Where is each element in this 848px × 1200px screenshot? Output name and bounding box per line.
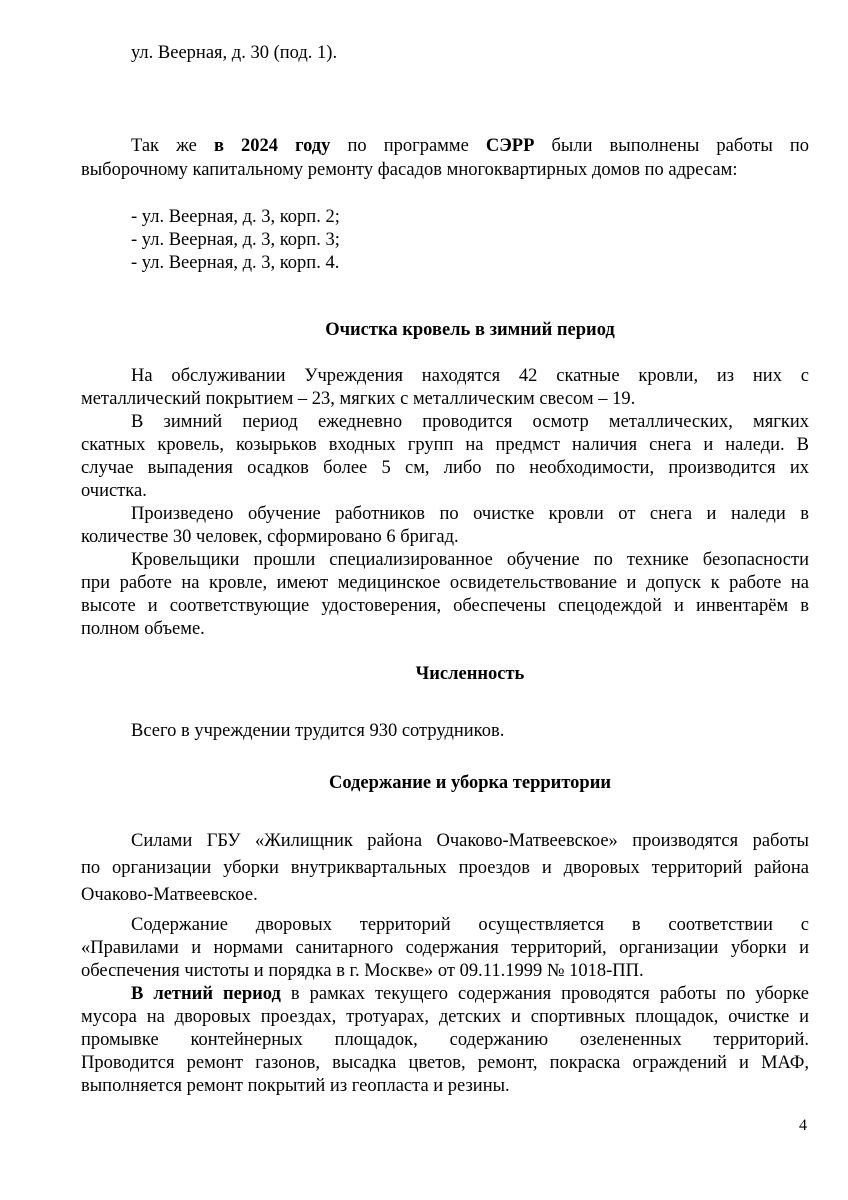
territory-p3-line-5: выполняется ремонт покрытий из геопласта и резины. bbox=[81, 1076, 510, 1096]
section-heading-territory: Содержание и уборка территории bbox=[328, 773, 612, 793]
address-list-item: - ул. Веерная, д. 3, корп. 2; bbox=[131, 207, 340, 227]
roofs-p3-line-1: Произведено обучение работников по очистке кровли от снега и наледи в bbox=[131, 504, 809, 524]
address-list-item: - ул. Веерная, д. 3, корп. 3; bbox=[131, 230, 340, 250]
roofs-p4-line-3: высоте и соответствующие удостоверения, обеспечены спецодеждой и инвентарём в bbox=[81, 596, 809, 616]
address-list-item: - ул. Веерная, д. 3, корп. 4. bbox=[131, 253, 340, 273]
roofs-p3-line-2: количестве 30 человек, сформировано 6 бригад. bbox=[81, 527, 459, 547]
section-heading-staff: Численность bbox=[415, 664, 525, 684]
staff-text: Всего в учреждении трудится 930 сотрудников. bbox=[131, 721, 505, 741]
territory-p2-line-2: «Правилами и нормами санитарного содержания территорий, организации уборки и bbox=[81, 938, 809, 958]
territory-p2-line-3: обеспечения чистоты и порядка в г. Москве» от 09.11.1999 № 1018-ПП. bbox=[81, 961, 644, 981]
territory-p3-line-4: Проводится ремонт газонов, высадка цветов, ремонт, покраска ограждений и МАФ, bbox=[81, 1053, 809, 1073]
roofs-p2-line-3: случае выпадения осадков более 5 см, либо по необходимости, производится их bbox=[81, 458, 809, 478]
intro-address: ул. Веерная, д. 30 (под. 1). bbox=[131, 43, 338, 63]
roofs-p2-line-4: очистка. bbox=[81, 481, 147, 501]
roofs-p2-line-2: скатных кровель, козырьков входных групп на предмст наличия снега и наледи. В bbox=[81, 435, 809, 455]
roofs-p4-line-2: при работе на кровле, имеют медицинское освидетельствование и допуск к работе на bbox=[81, 573, 809, 593]
roofs-p4-line-1: Кровельщики прошли специализированное обучение по технике безопасности bbox=[131, 550, 809, 570]
section-heading-roofs: Очистка кровель в зимний период bbox=[325, 320, 615, 340]
territory-p3-line-3: промывке контейнерных площадок, содержанию озелененных территорий. bbox=[81, 1030, 809, 1050]
roofs-p1-line-2: металлический покрытием – 23, мягких с металлическим свесом – 19. bbox=[81, 389, 636, 409]
territory-p2-line-1: Содержание дворовых территорий осуществляется в соответствии с bbox=[131, 915, 809, 935]
territory-p3-line-1: В летний период в рамках текущего содержания проводятся работы по уборке bbox=[131, 984, 810, 1004]
roofs-p4-line-4: полном объеме. bbox=[81, 619, 205, 639]
roofs-p1-line-1: На обслуживании Учреждения находятся 42 скатные кровли, из них с bbox=[131, 366, 809, 386]
territory-p3-line-2: мусора на дворовых проездах, тротуарах, детских и спортивных площадок, очистке и bbox=[81, 1007, 809, 1027]
serr-paragraph-line-2: выборочному капитальному ремонту фасадов многоквартирных домов по адресам: bbox=[81, 160, 738, 180]
document-page bbox=[81, 0, 809, 1200]
serr-paragraph-line-1: Так же в 2024 году по программе СЭРР были выполнены работы по bbox=[131, 136, 810, 156]
territory-p1-line-1: Силами ГБУ «Жилищник района Очаково-Матвеевское» производятся работы bbox=[131, 831, 809, 851]
page-number: 4 bbox=[799, 1117, 807, 1134]
territory-p1-line-2: по организации уборки внутриквартальных проездов и дворовых территорий района bbox=[81, 858, 809, 878]
roofs-p2-line-1: В зимний период ежедневно проводится осмотр металлических, мягких bbox=[131, 412, 809, 432]
territory-p1-line-3: Очаково-Матвеевское. bbox=[81, 885, 258, 905]
